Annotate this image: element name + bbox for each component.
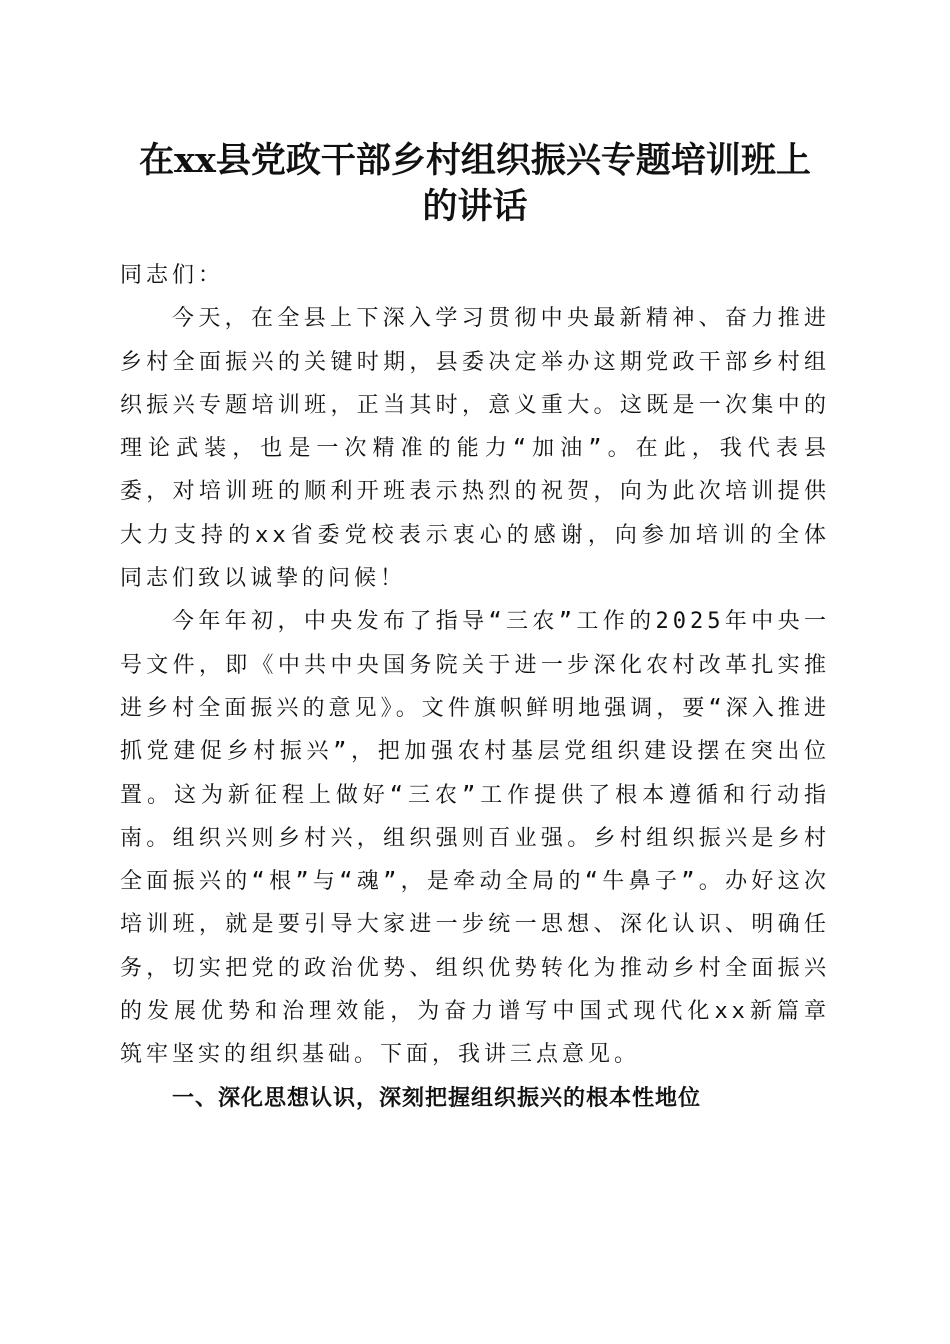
document-title-line-1: 在xx县党政干部乡村组织振兴专题培训班上 <box>139 140 811 181</box>
paragraph-background: 今年年初，中央发布了指导“三农”工作的2025年中央一号文件，即《中共中央国务院关于进一步深化农村改革扎实推进乡村全面振兴的意见》。文件旗帜鲜明地强调，要“深入推进抓党建促乡村振兴”，把加强农村基层党组织建设摆在突出位置。这为新征程上做好“三农”工作提供了根本遵循和行动指南。组织兴则乡村兴，组织强则百业强。乡村组织振兴是乡村全面振兴的“根”与“魂”，是牵动全局的“牛鼻子”。办好这次培训班，就是要引导大家进一步统一思想、深化认识、明确任务，切实把党的政治优势、组织优势转化为推动乡村全面振兴的发展优势和治理效能，为奋力谱写中国式现代化xx新篇章筑牢坚实的组织基础。下面，我讲三点意见。 <box>120 609 830 1068</box>
section-heading-1: 一、深化思想认识，深刻把握组织振兴的根本性地位 <box>172 1085 702 1111</box>
salutation: 同志们： <box>120 263 225 288</box>
document-body <box>120 254 830 1120</box>
document-title-line-2: 的讲话 <box>422 186 528 227</box>
paragraph-opening: 今天，在全县上下深入学习贯彻中央最新精神、奋力推进乡村全面振兴的关键时期，县委决定举办这期党政干部乡村组织振兴专题培训班，正当其时，意义重大。这既是一次集中的理论武装，也是一次精准的能力“加油”。在此，我代表县委，对培训班的顺利开班表示热烈的祝贺，向为此次培训提供大力支持的xx省委党校表示衷心的感谢，向参加培训的全体同志们致以诚挚的问候！ <box>120 306 830 592</box>
document-title <box>100 138 850 230</box>
